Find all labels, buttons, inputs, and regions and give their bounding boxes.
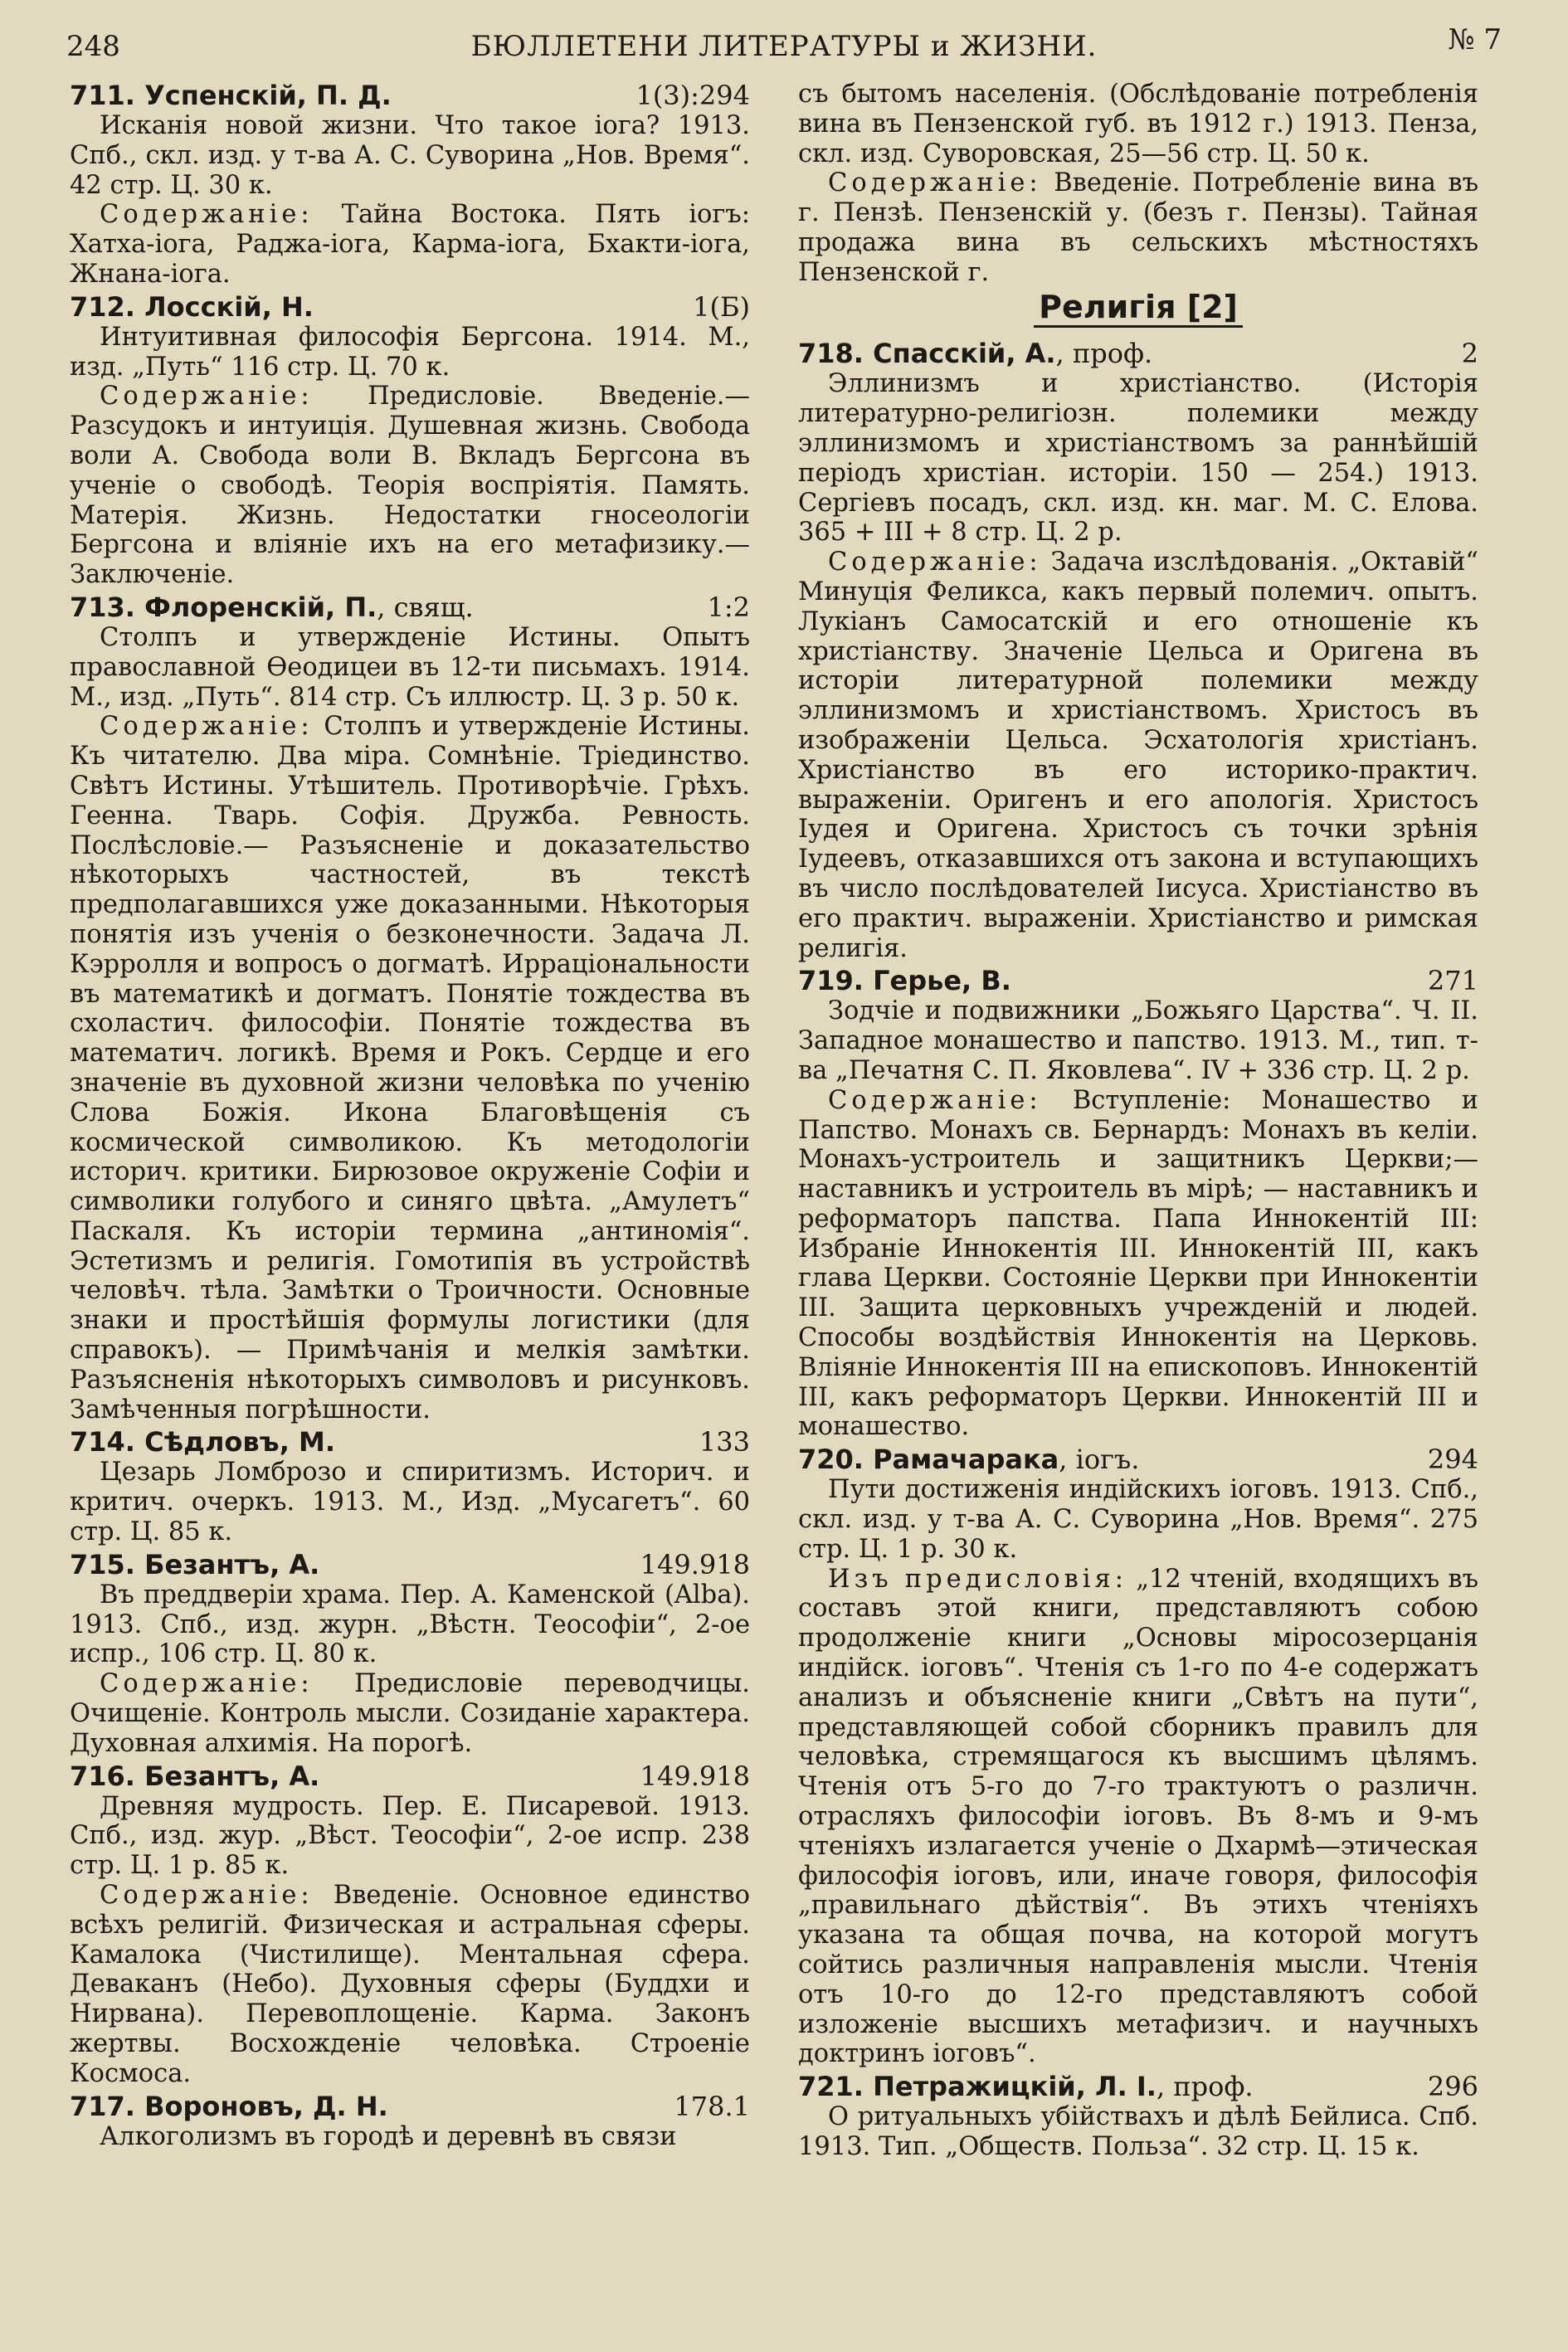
contents-text: Введеніе. Потребленіе вина въ г. Пензѣ. Пензенскій у. (безъ г. Пензы). Тайная продажа вина въ сельскихъ мѣстностяхъ Пензенской г. xyxy=(798,168,1478,287)
entry-heading xyxy=(70,1760,750,1792)
entry-contents xyxy=(70,712,750,1424)
entry-author: Флоренскій, П. xyxy=(144,591,377,623)
entry-heading xyxy=(798,2071,1478,2102)
entry-721 xyxy=(798,2071,1478,2162)
contents-label: Содержаніе: xyxy=(100,1669,314,1699)
entry-classification: 178.1 xyxy=(674,2090,750,2122)
journal-title: БЮЛЛЕТЕНИ ЛИТЕРАТУРЫ и ЖИЗНИ. xyxy=(470,30,1098,63)
entry-author: Петражицкій, Л. І. xyxy=(873,2071,1157,2103)
entry-heading xyxy=(798,1444,1478,1475)
entry-718 xyxy=(798,338,1478,963)
contents-text: Предисловіе переводчицы. Очищеніе. Контроль мысли. Созиданіе характера. Духовная алхимія. На порогѣ. xyxy=(70,1669,750,1758)
entry-712 xyxy=(70,291,750,590)
entry-bibliographic-text: Въ преддверіи храма. Пер. А. Каменской (Alba). 1913. Спб., изд. журн. „Вѣстн. Теософіи“, 2-ое испр., 106 стр. Ц. 80 к. xyxy=(70,1580,750,1669)
entry-number: 711. xyxy=(70,80,135,111)
entry-number: 721. xyxy=(798,2071,864,2103)
entry-715 xyxy=(70,1549,750,1759)
contents-text: Введеніе. Основное единство всѣхъ религій. Физическая и астральная сферы. Камалока (Чистилище). Ментальная сфера. Деваканъ (Небо). Духовныя сферы (Буддхи и Нирвана). Перевоплощеніе. Карма. Законъ жертвы. Восхожденіе человѣка. Строеніе Космоса. xyxy=(70,1881,750,2088)
entry-heading xyxy=(70,2091,750,2122)
entry-number: 713. xyxy=(70,591,135,623)
entry-author: Безантъ, А. xyxy=(144,1760,320,1792)
entry-classification: 1(3):294 xyxy=(635,80,750,111)
entry-heading xyxy=(70,1549,750,1580)
entry-classification: 149.918 xyxy=(640,1760,750,1792)
contents-text: Предисловіе. Введеніе.—Разсудокъ и интуиція. Душевная жизнь. Свобода воли А. Свобода воли В. Вкладъ Бергсона въ ученіе о свободѣ. Теорія воспріятія. Память. Матерія. Жизнь. Недостатки гносеологіи Бергсона и вліяніе ихъ на его метафизику.—Заключеніе. xyxy=(70,382,750,590)
entry-author: Безантъ, А. xyxy=(144,1548,320,1580)
entry-number: 720. xyxy=(798,1444,864,1476)
entry-number: 719. xyxy=(798,965,864,997)
issue-number: № 7 xyxy=(1448,23,1502,56)
entry-bibliographic-text: О ритуальныхъ убійствахъ и дѣлѣ Бейлиса. Спб. 1913. Тип. „Обществ. Польза“. 32 стр. Ц. 15 к. xyxy=(798,2102,1478,2161)
entry-contents xyxy=(70,382,750,590)
entry-heading xyxy=(70,291,750,323)
entry-author: Герье, В. xyxy=(873,965,1011,997)
entry-author: Рамачарака xyxy=(873,1444,1059,1476)
running-head xyxy=(66,18,1502,68)
entry-contents xyxy=(70,200,750,289)
entry-bibliographic-text: Алкоголизмъ въ городѣ и деревнѣ въ связи xyxy=(100,2121,677,2151)
entry-bibliographic-text: Интуитивная философія Бергсона. 1914. М., изд. „Путь“ 116 стр. Ц. 70 к. xyxy=(70,322,750,382)
left-column xyxy=(70,80,750,2153)
entry-classification: 149.918 xyxy=(640,1548,750,1580)
entry-classification: 1(Б) xyxy=(693,290,750,323)
contents-label: Содержаніе: xyxy=(100,712,314,742)
entry-719 xyxy=(798,965,1478,1442)
entry-author: Вороновъ, Д. Н. xyxy=(144,2090,388,2122)
entry-714 xyxy=(70,1426,750,1546)
entry-717 xyxy=(70,2091,750,2152)
entry-classification: 2 xyxy=(1461,338,1478,370)
entry-bibliographic-text: Эллинизмъ и христіанство. (Исторія литературно-религіозн. полемики между эллинизмомъ и христіанствомъ за раннѣйшій періодъ христіан. исторіи. 150 — 254.) 1913. Сергіевъ посадъ, скл. изд. кн. маг. М. С. Елова. 365 + III + 8 стр. Ц. 2 р. xyxy=(798,369,1478,548)
entry-contents xyxy=(798,1565,1478,2070)
continuation-text: съ бытомъ населенія. (Обслѣдованіе потребленія вина въ Пензенской губ. въ 1912 г.) 1913. Пенза, скл. изд. Суворовская, 25—56 стр. Ц. 50 к. xyxy=(798,80,1478,168)
contents-label: Содержаніе: xyxy=(100,382,314,411)
entry-classification: 294 xyxy=(1427,1444,1478,1476)
entry-716 xyxy=(70,1760,750,2089)
section-title: Религія [2] xyxy=(1034,293,1243,329)
contents-label: Содержаніе: xyxy=(100,200,314,230)
entry-author: Успенскій, П. Д. xyxy=(144,80,392,111)
entry-bibliographic-text: Цезарь Ломброзо и спиритизмъ. Историч. и критич. очеркъ. 1913. М., Изд. „Мусагетъ“. 60 стр. Ц. 85 к. xyxy=(70,1458,750,1547)
contents-label: Содержаніе: xyxy=(828,168,1042,198)
entry-number: 717. xyxy=(70,2090,135,2122)
contents-text: „12 чтеній, входящихъ въ составъ этой книги, представляютъ собою продолженіе книги „Основы міросозерцанія индійск. іоговъ“. Чтенія съ 1-го по 4-е содержатъ анализъ и объясненіе книги „Свѣтъ на пути“, представляющей собой сборникъ правилъ для человѣка, стремящагося къ высшимъ цѣлямъ. Чтенія отъ 5-го до 7-го трактуютъ о различн. отрасляхъ философіи іоговъ. Въ 8-мъ и 9-мъ чтеніяхъ излагается ученіе о Дхармѣ—этическая философія іоговъ, или, иначе говоря, философія „правильнаго дѣйствія“. Въ этихъ чтеніяхъ указана та общая почва, на которой могутъ сойтись различныя направленія мысли. Чтенія отъ 10-го до 12-го представляютъ собой изложеніе высшихъ метафизич. и научныхъ доктринъ іоговъ“. xyxy=(798,1564,1479,2069)
entry-author: Сѣдловъ, М. xyxy=(144,1426,335,1458)
entry-number: 716. xyxy=(70,1760,135,1792)
section-heading xyxy=(798,288,1478,329)
entry-heading xyxy=(798,338,1478,369)
contents-text: Столпъ и утвержденіе Истины. Къ читателю. Два міра. Сомнѣніе. Тріединство. Свѣтъ Истины. Утѣшитель. Противорѣчіе. Грѣхъ. Геенна. Тварь. Софія. Дружба. Ревность. Послѣсловіе.— Разъясненіе и доказательство нѣкоторыхъ частностей, въ текстѣ предполагавшихся уже доказанными. Нѣкоторыя понятія изъ ученія о безконечности. Задача Л. Кэрролля и вопросъ о догматѣ. Ирраціональности въ математикѣ и догматъ. Понятіе тождества въ схоластич. философіи. Понятіе тождества въ математич. логикѣ. Время и Рокъ. Сердце и его значеніе въ духовной жизни человѣка по ученію Слова Божія. Икона Благовѣщенія съ космической символикою. Къ методологіи историч. критики. Бирюзовое окруженіе Софіи и символики голубого и синяго цвѣта. „Амулетъ“ Паскаля. Къ исторіи термина „антиномія“. Эстетизмъ и религія. Гомотипія въ устройствѣ человѣч. тѣла. Замѣтки о Троичности. Основные знаки и простѣйшія формулы логистики (для справокъ). — Примѣчанія и мелкія замѣтки. Разъясненія нѣкоторыхъ символовъ и рисунковъ. Замѣченныя погрѣшности. xyxy=(70,712,751,1424)
entry-author-note: , проф. xyxy=(1156,2071,1254,2103)
entry-contents xyxy=(798,1086,1478,1443)
entry-bibliographic-text: Столпъ и утвержденіе Истины. Опытъ православной Ѳеодицеи въ 12-ти письмахъ. 1914. М., изд. „Путь“. 814 стр. Съ иллюстр. Ц. 3 р. 50 к. xyxy=(70,622,750,712)
entry-classification: 271 xyxy=(1427,965,1478,997)
entry-contents xyxy=(70,1881,750,2089)
entry-number: 715. xyxy=(70,1548,135,1580)
entry-720 xyxy=(798,1444,1478,2069)
entry-author-note: , свящ. xyxy=(377,591,474,623)
entry-classification: 296 xyxy=(1427,2071,1478,2103)
page-number: 248 xyxy=(66,30,120,63)
entry-heading xyxy=(70,80,750,111)
contents-label: Содержаніе: xyxy=(828,548,1042,577)
entry-classification: 133 xyxy=(699,1426,750,1458)
entry-bibliographic-text: Древняя мудрость. Пер. Е. Писаревой. 1913. Спб., изд. жур. „Вѣст. Теософіи“, 2-ое испр. 238 стр. Ц. 1 р. 85 к. xyxy=(70,1791,750,1881)
entry-number: 714. xyxy=(70,1426,135,1458)
entry-contents xyxy=(798,168,1478,287)
entry-author: Лосскій, Н. xyxy=(144,290,314,323)
contents-text: Задача изслѣдованія. „Октавій“ Минуція Феликса, какъ первый полемич. опытъ. Лукіанъ Самосатскій и его отношеніе къ христіанству. Значеніе Цельса и Оригена въ исторіи литературной полемики между эллинизмомъ и христіанствомъ. Христосъ въ изображеніи Цельса. Эсхатологія христіанъ. Христіанство въ его историко-практич. выраженіи. Оригенъ и его апологія. Христосъ Іудея и Оригена. Христосъ съ точки зрѣнія Іудеевъ, отказавшихся отъ закона и вступающихъ въ число послѣдователей Іисуса. Христіанство въ его практич. выраженіи. Христіанство и римская религія. xyxy=(798,548,1478,963)
entry-heading xyxy=(70,592,750,623)
entry-number: 712. xyxy=(70,290,135,323)
entry-heading xyxy=(70,1426,750,1458)
contents-text: Вступленіе: Монашество и Папство. Монахъ св. Бернардъ: Монахъ въ келіи. Монахъ-устроитель и защитникъ Церкви;— наставникъ и устроитель въ мірѣ; — наставникъ и реформаторъ папства. Папа Иннокентій III: Избраніе Иннокентія III. Иннокентій III, какъ глава Церкви. Состояніе Церкви при Иннокентіи III. Защита церковныхъ учрежденій и людей. Способы воздѣйствія Иннокентія на Церковь. Вліяніе Иннокентія III на епископовъ. Иннокентій III, какъ реформаторъ Церкви. Иннокентій III и монашество. xyxy=(798,1085,1478,1442)
entry-contents xyxy=(70,1669,750,1758)
right-column xyxy=(798,80,1478,2164)
contents-text: Тайна Востока. Пять іогъ: Хатха-іога, Раджа-іога, Карма-іога, Бхакти-іога, Жнана-іога. xyxy=(70,200,750,289)
entry-bibliographic-text: Исканія новой жизни. Что такое іога? 1913. Спб., скл. изд. у т-ва А. С. Суворина „Нов. Время“. 42 стр. Ц. 30 к. xyxy=(70,111,750,200)
entry-711 xyxy=(70,80,750,290)
entry-author: Спасскій, А. xyxy=(873,338,1056,370)
entry-classification: 1:2 xyxy=(707,591,750,623)
entry-author-note: , іогъ. xyxy=(1059,1444,1140,1476)
contents-label: Содержаніе: xyxy=(100,1881,314,1911)
contents-label: Изъ предисловія: xyxy=(828,1564,1128,1594)
entry-bibliographic-text: Пути достиженія индійскихъ іоговъ. 1913. Спб., скл. изд. у т-ва А. С. Суворина „Нов. Время“. 275 стр. Ц. 1 р. 30 к. xyxy=(798,1475,1478,1564)
entry-author-note: , проф. xyxy=(1055,338,1153,370)
entry-713 xyxy=(70,592,750,1425)
contents-label: Содержаніе: xyxy=(828,1085,1042,1115)
entry-number: 718. xyxy=(798,338,864,370)
entry-contents xyxy=(798,548,1478,963)
entry-717-continuation xyxy=(798,80,1478,288)
entry-bibliographic-text: Зодчіе и подвижники „Божьяго Царства“. Ч. II. Западное монашество и папство. 1913. М., тип. т-ва „Печатня С. П. Яковлева“. IV + 336 стр. Ц. 2 р. xyxy=(798,996,1478,1085)
entry-heading xyxy=(798,965,1478,996)
